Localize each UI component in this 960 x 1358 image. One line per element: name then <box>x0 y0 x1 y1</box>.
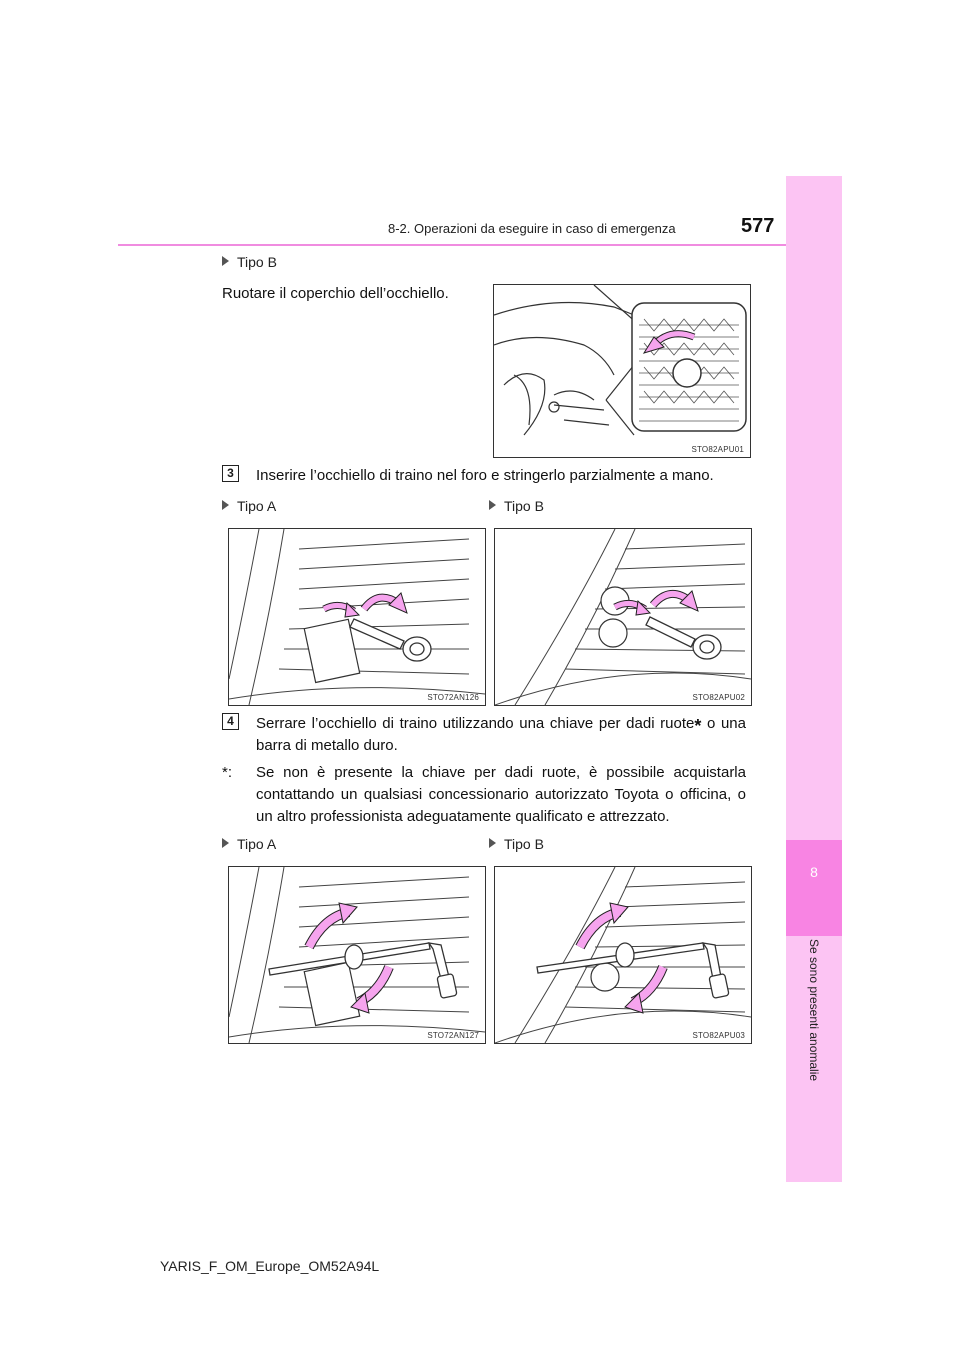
bullet-arrow-icon <box>222 500 229 510</box>
section-title: 8-2. Operazioni da eseguire in caso di emergenza <box>388 221 676 236</box>
figure-tighten-eyelet-type-a <box>228 866 486 1044</box>
step-4-instruction: Serrare l’occhiello di traino utilizzando una chiave per dadi ruote* o una barra di metallo duro. <box>256 715 746 754</box>
bullet-arrow-icon <box>222 256 229 266</box>
footnote-text: Se non è presente la chiave per dadi ruote, è possibile acquistarla contattando un qualsiasi concessionario autorizzato Toyota o officina, o un altro professionista adeguatamente qualificato e attrezzato. <box>256 764 746 825</box>
step-number-4: 4 <box>222 713 239 730</box>
chapter-number-box <box>786 840 842 936</box>
step3-type-a-label: Tipo A <box>222 498 276 514</box>
figure-rotate-cover <box>493 284 751 458</box>
step3-type-b-label: Tipo B <box>489 498 544 514</box>
page-number: 577 <box>741 215 775 237</box>
bullet-arrow-icon <box>489 500 496 510</box>
bullet-arrow-icon <box>489 838 496 848</box>
type-b-label: Tipo B <box>222 254 277 270</box>
wrench-tightening-illustration <box>495 867 751 1043</box>
car-front-illustration <box>494 285 750 457</box>
figure-code: STO82APU03 <box>692 1031 745 1040</box>
wrench-tightening-illustration <box>229 867 485 1043</box>
chapter-label: Se sono presenti anomalie <box>807 938 821 1082</box>
footnote-marker: *: <box>222 764 233 781</box>
grille-eyelet-illustration <box>495 529 751 705</box>
chapter-number: 8 <box>810 864 818 880</box>
figure-insert-eyelet-type-b <box>494 528 752 706</box>
step-3-instruction: Inserire l’occhiello di traino nel foro e stringerlo parzialmente a mano. <box>256 467 714 484</box>
document-code: YARIS_F_OM_Europe_OM52A94L <box>160 1258 380 1274</box>
figure-code: STO72AN127 <box>427 1031 479 1040</box>
step4-type-b-label: Tipo B <box>489 836 544 852</box>
figure-tighten-eyelet-type-b <box>494 866 752 1044</box>
header-divider <box>118 244 786 246</box>
figure-code: STO82APU02 <box>692 693 745 702</box>
grille-eyelet-illustration <box>229 529 485 705</box>
figure-code: STO72AN126 <box>427 693 479 702</box>
step4-type-a-label: Tipo A <box>222 836 276 852</box>
figure-insert-eyelet-type-a <box>228 528 486 706</box>
step-number-3: 3 <box>222 465 239 482</box>
bullet-arrow-icon <box>222 838 229 848</box>
footnote-star: * <box>694 716 702 736</box>
figure-code: STO82APU01 <box>691 445 744 454</box>
rotate-cover-instruction: Ruotare il coperchio dell’occhiello. <box>222 285 449 302</box>
